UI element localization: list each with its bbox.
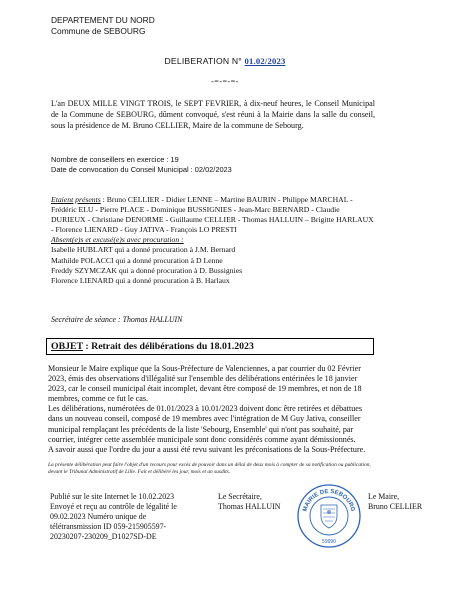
publication-line: Envoyé et reçu au contrôle de légalité le [50,502,177,512]
publication-line: 09.02.2023 Numéro unique de [50,512,147,522]
mayor-signature-block [368,492,422,512]
proxy-item: Isabelle HUBLART qui a donné procuration à J.M. Bernard [51,245,236,255]
deliberation-number: 01.02/2023 [244,56,286,66]
publication-line: télétransmission ID 059-215905597- [50,522,167,532]
deliberation-title [0,56,450,66]
secretary-name: Thomas HALLUIN [218,502,281,512]
objet-label: OBJET [51,341,83,352]
proxy-item: Freddy SZYMCZAK qui a donné procuration à D. Bussignies [51,265,243,275]
publication-line: Publié sur le site Internet le 10.02.2023 [50,492,175,501]
attendance-section [51,195,376,286]
body-paragraph: Monsieur le Maire explique que la Sous-Préfecture de Valenciennes, a par courrier du 02 Février 2023, émis des observations d'illégalité sur l'ensemble des délibérations entérinées le 18 janvier 2023, car le conseil municipal était incomplet, devant être composé de 19 membres, et non de 18 membres, comme ce fut le cas. [48,364,362,404]
absent-label: Absent(e)s et excusé(e)s avec procuration : [51,235,184,245]
stamp-inner-ring [310,497,348,535]
body-paragraph: A savoir aussi que l'ordre du jour a aussi été revu suivant les préconisations de la Sous-Préfecture. [48,444,366,454]
secretary-role: Le Secrétaire, [218,492,262,501]
present-members [51,195,376,235]
objet-box [46,338,374,355]
legal-notice: La présente délibération peut faire l'objet d'un recours pour excès de pouvoir dans un délai de deux mois à compter de sa notification ou publication, devant le Tribunal Administratif de Lille. Fait et délibéré les jour, mois et an susdits. [48,462,371,475]
stamp-postcode: 59990 [322,539,336,545]
present-label: Etaient présents [51,195,101,204]
publication-line: 20230207-230209_D1027SD-DE [50,532,157,542]
mairie-stamp [296,483,362,549]
coat-of-arms-icon [321,505,337,528]
department-header: DEPARTEMENT DU NORD [51,15,155,25]
stamp-arc-label: MAIRIE DE SEBOURG [302,488,356,513]
publication-info [50,492,177,542]
body-paragraph: Les délibérations, numérotées de 01.01/2023 à 10.01/2023 doivent donc être retirées et débattues dans un nouveau conseil, composé de 19 membres avec l'intégration de M Guy Jativa, conseiller municipal remplaçant les précédents de la liste 'Sebourg, Ensemble' qui n'ont pas souhaité, par courrier, intégrer cette assemblée municipale sont donc considérés comme ayant démissionnés. [48,404,362,444]
proxy-item: Florence LIENARD qui a donné procuration à B. Harlaux [51,275,230,285]
title-separator: -=-=-=- [211,77,239,86]
members-count: Nombre de conseillers en exercice : 19 [51,155,179,164]
session-secretary: Secrétaire de séance : Thomas HALLUIN [51,315,183,324]
mayor-role: Le Maire, [368,492,400,501]
secretary-signature-block [218,492,280,512]
intro-paragraph: L'an DEUX MILLE VINGT TROIS, le SEPT FEVRIER, à dix-neuf heures, le Conseil Municipal de la Commune de SEBOURG, dûment convoqué, s'est réuni à la Mairie dans la salle du conseil, sous la présidence de M. Bruno CELLIER, Maire de la commune de Sebourg. [51,99,375,130]
proxy-item: Mathilde POLACCI qui a donné procuration à D Lenne [51,255,223,265]
present-list: : Bruno CELLIER - Didier LENNE – Martine BAURIN - Philippe MARCHAL - Frédéric ELU - Pierre PLACE - Dominique BUSSIGNIES - Jean-Marc BERNARD - Claudie DURIEUX - Christiane DENORME - Guillaume CELLIER - Thomas HALLUIN – Brigitte HARLAUX - Florence LIENARD - Guy JATIVA - François LO PRESTI [51,195,374,235]
council-counts [51,155,232,176]
objet-text: : Retrait des délibérations du 18.01.2023 [82,341,254,352]
deliberation-body [48,364,375,455]
mayor-name: Bruno CELLIER [368,502,423,512]
commune-header: Commune de SEBOURG [51,26,146,36]
deliberation-title-prefix: DELIBERATION N° [164,56,242,66]
convocation-date: Date de convocation du Conseil Municipal : 02/02/2023 [51,165,232,175]
